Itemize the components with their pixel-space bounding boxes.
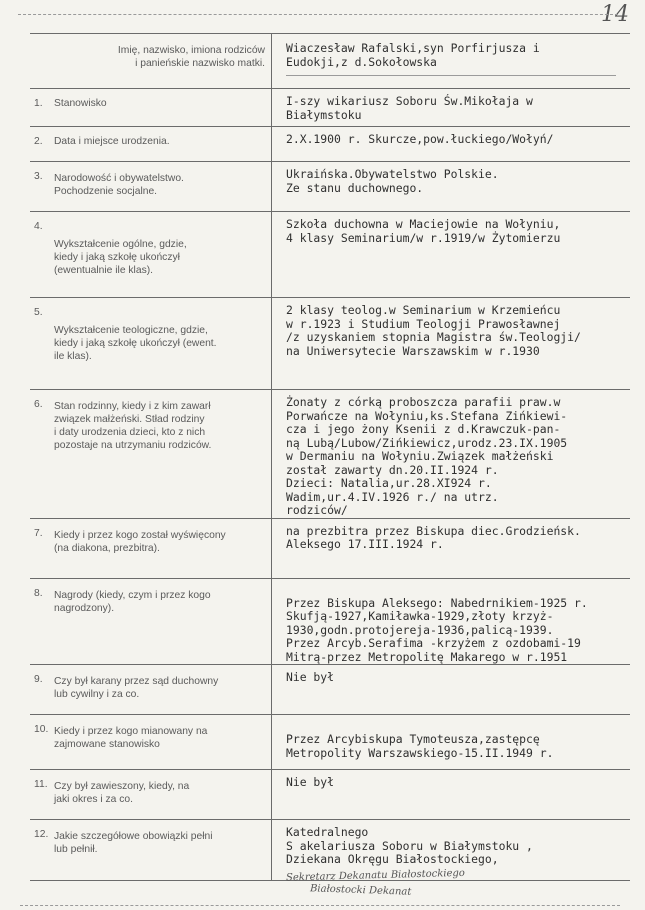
- question-label: Jakie szczegółowe obowiązki pełni lub pełnił.: [54, 831, 213, 855]
- form-row: [30, 820, 630, 881]
- typed-answer: 2 klasy teolog.w Seminarium w Krzemieńcu w r.1923 i Studium Teologji Prawosławnej /z uzyskaniem stopnia Magistra św.Teologji/ na Uniwersytecie Warszawskim w r.1930: [286, 303, 581, 358]
- typed-answer: Katedralnego S akelariusza Soboru w Białymstoku , Dziekana Okręgu Białostockiego,: [286, 825, 533, 866]
- question-number: 3.: [34, 171, 43, 182]
- question-number: 7.: [34, 527, 43, 539]
- question-number: 6.: [34, 399, 43, 410]
- question-label: Stan rodzinny, kiedy i z kim zawarł związek małżeński. Stład rodziny i daty urodzenia dzieci, kto z nich pozostaje na utrzymaniu rodziców.: [54, 401, 212, 451]
- question-number: 4.: [34, 221, 43, 232]
- underline: [286, 75, 616, 76]
- question-cell: [30, 127, 272, 162]
- question-number: 11.: [34, 779, 48, 790]
- question-label: Narodowość i obywatelstwo. Pochodzenie socjalne.: [54, 173, 184, 197]
- answer-cell: [272, 665, 631, 715]
- question-number: 12.: [34, 829, 49, 840]
- question-cell: [30, 162, 272, 212]
- typed-answer: Przez Biskupa Aleksego: Nabedrnikiem-1925 r. Skufją-1927,Kamiławka-1929,złoty krzyż- 1930,godn.protojereja-1936,palicą-1939. Przez Arcyb.Serafima -krzyżem z ozdobami-19 Mitrą-przez Metropolitę Makarego w r.1951: [286, 595, 588, 664]
- typed-answer: I-szy wikariusz Soboru Św.Mikołaja w Białymstoku: [286, 94, 533, 122]
- question-cell: [30, 298, 272, 390]
- question-label: Kiedy i przez kogo mianowany na zajmowane stanowisko: [54, 726, 208, 750]
- answer-cell: [272, 162, 631, 212]
- question-cell: [30, 390, 272, 519]
- answer-cell: [272, 212, 631, 298]
- form-row: [30, 89, 630, 127]
- question-label: Wykształcenie ogólne, gdzie, kiedy i jaką szkołę ukończył (ewentualnie ile klas).: [54, 239, 187, 276]
- question-label: Nagrody (kiedy, czym i przez kogo nagrodzony).: [54, 589, 211, 614]
- question-number: 5.: [34, 307, 43, 318]
- form-row: [30, 34, 630, 89]
- form-row: [30, 518, 630, 578]
- answer-cell: [272, 820, 631, 884]
- bottom-handwritten-note: Białostocki Dekanat: [309, 883, 412, 898]
- question-number: 8.: [34, 587, 43, 599]
- form-row: [30, 578, 630, 665]
- question-label: Data i miejsce urodzenia.: [54, 136, 170, 147]
- answer-cell: [272, 715, 631, 770]
- answer-cell: [272, 127, 631, 162]
- answer-cell: [272, 518, 631, 578]
- typed-answer: Żonaty z córką proboszcza parafii praw.w Porwańcze na Wołyniu,ks.Stefana Zińkiewi- cza i jego żony Ksenii z d.Krawczuk-pan- ną Lubą/Lubow/Zińkiewicz,urodz.23.IX.1905 w Dermaniu na Wołyniu.Związek małżeński został zawarty dn.20.II.1924 r. Dzieci: Natalia,ur.28.XI924 r. Wadim,ur.4.IV.1926 r./ na utrz. rodziców/: [286, 395, 568, 517]
- answer-cell: [272, 770, 631, 820]
- top-dashed-line: [18, 14, 618, 15]
- question-cell: [30, 89, 272, 127]
- bottom-dashed-line: [20, 905, 620, 906]
- form-row: [30, 715, 630, 770]
- form-row: [30, 212, 630, 298]
- question-label: Wykształcenie teologiczne, gdzie, kiedy i jaką szkołę ukończył (ewent. ile klas).: [54, 325, 217, 362]
- questionnaire-table: [30, 33, 630, 884]
- form-row: [30, 665, 630, 715]
- question-number: 1.: [34, 98, 43, 109]
- typed-answer: Nie był: [286, 775, 335, 789]
- form-row: [30, 162, 630, 212]
- answer-cell: [272, 298, 631, 390]
- typed-answer: na prezbitra przez Biskupa diec.Grodzieńsk. Aleksego 17.III.1924 r.: [286, 523, 581, 551]
- question-cell: [30, 770, 272, 820]
- form-row: [30, 298, 630, 390]
- question-number: 10.: [34, 724, 49, 735]
- answer-cell: [272, 578, 631, 665]
- question-number: 9.: [34, 674, 43, 685]
- question-label: Stanowisko: [54, 98, 107, 109]
- question-number: 2.: [34, 136, 43, 147]
- question-cell: [30, 665, 272, 715]
- typed-answer: Ukraińska.Obywatelstwo Polskie. Ze stanu duchownego.: [286, 167, 499, 195]
- answer-cell: [272, 89, 631, 127]
- question-cell: [30, 212, 272, 298]
- question-label: Czy był zawieszony, kiedy, na jaki okres i za co.: [54, 781, 190, 805]
- question-cell: [30, 578, 272, 665]
- form-row: [30, 770, 630, 820]
- typed-answer: 2.X.1900 r. Skurcze,pow.łuckiego/Wołyń/: [286, 132, 554, 146]
- form-row: [30, 127, 630, 162]
- question-cell: [30, 34, 272, 89]
- question-cell: [30, 820, 272, 881]
- typed-answer: Szkoła duchowna w Maciejowie na Wołyniu, 4 klasy Seminarium/w r.1919/w Żytomierzu: [286, 217, 561, 245]
- handwritten-signature: Sekretarz Dekanatu Białostockiego: [285, 867, 466, 884]
- typed-answer: Wiaczesław Rafalski,syn Porfirjusza i Eudokji,z d.Sokołowska: [286, 41, 540, 69]
- form-row: [30, 390, 630, 519]
- question-cell: [30, 518, 272, 578]
- answer-cell: [272, 390, 631, 519]
- typed-answer: Przez Arcybiskupa Tymoteusza,zastępcę Metropolity Warszawskiego-15.II.1949 r.: [286, 732, 554, 760]
- question-cell: [30, 715, 272, 770]
- question-label: Imię, nazwisko, imiona rodziców i panieńskie nazwisko matki.: [117, 45, 265, 69]
- question-label: Czy był karany przez sąd duchowny lub cywilny i za co.: [54, 676, 219, 700]
- typed-answer: Nie był: [286, 670, 335, 684]
- page-number: 14: [601, 2, 629, 27]
- answer-cell: [272, 34, 631, 89]
- question-label: Kiedy i przez kogo został wyświęcony (na diakona, prezbitra).: [54, 529, 226, 554]
